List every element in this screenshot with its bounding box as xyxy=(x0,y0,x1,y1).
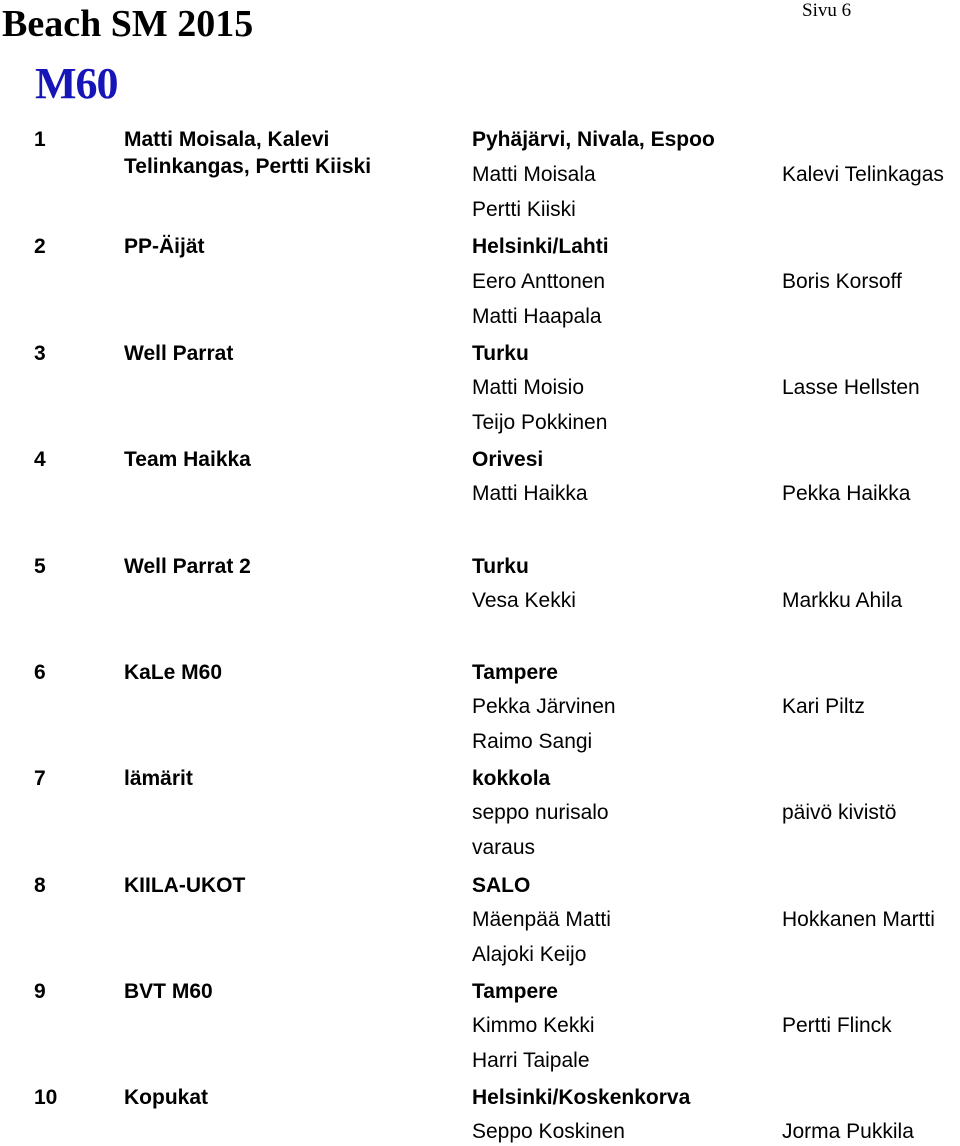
player-name: Pertti Flinck xyxy=(782,1014,892,1037)
player-name: Alajoki Keijo xyxy=(472,943,587,966)
player-name: Pertti Kiiski xyxy=(472,198,576,221)
team-name: Matti Moisala, Kalevi xyxy=(124,128,330,151)
player-name: Jorma Pukkila xyxy=(782,1120,914,1143)
document-title: Beach SM 2015 xyxy=(2,3,254,45)
player-name: päivö kivistö xyxy=(782,801,897,824)
team-city: Pyhäjärvi, Nivala, Espoo xyxy=(472,128,715,151)
team-rank: 4 xyxy=(34,448,46,471)
team-city: Helsinki/Lahti xyxy=(472,235,609,258)
player-name: Matti Moisio xyxy=(472,376,585,399)
player-name: Hokkanen Martti xyxy=(782,908,935,931)
team-name-continued: Telinkangas, Pertti Kiiski xyxy=(124,155,372,178)
page-number: Sivu 6 xyxy=(802,0,852,21)
player-name: Boris Korsoff xyxy=(782,270,902,293)
player-name: Kimmo Kekki xyxy=(472,1014,595,1037)
team-name: lämärit xyxy=(124,767,193,790)
team-city: Orivesi xyxy=(472,448,544,471)
player-name: Teijo Pokkinen xyxy=(472,411,608,434)
team-city: Tampere xyxy=(472,980,558,1003)
team-city: SALO xyxy=(472,874,531,897)
team-rank: 1 xyxy=(34,128,46,151)
player-name: Vesa Kekki xyxy=(472,589,576,612)
player-name: Raimo Sangi xyxy=(472,730,593,753)
team-rank: 7 xyxy=(34,767,46,790)
team-rank: 8 xyxy=(34,874,46,897)
team-name: PP-Äijät xyxy=(124,235,205,258)
team-rank: 5 xyxy=(34,555,46,578)
team-rank: 3 xyxy=(34,342,46,365)
player-name: Mäenpää Matti xyxy=(472,908,611,931)
player-name: Lasse Hellsten xyxy=(782,376,920,399)
player-name: Kari Piltz xyxy=(782,695,865,718)
player-name: varaus xyxy=(472,836,536,859)
player-name: seppo nurisalo xyxy=(472,801,609,824)
team-name: KIILA-UKOT xyxy=(124,874,246,897)
team-name: Well Parrat xyxy=(124,342,234,365)
team-city: Tampere xyxy=(472,661,558,684)
team-name: KaLe M60 xyxy=(124,661,223,684)
team-rank: 2 xyxy=(34,235,46,258)
player-name: Pekka Järvinen xyxy=(472,695,616,718)
team-rank: 6 xyxy=(34,661,46,684)
team-rank: 10 xyxy=(34,1086,58,1109)
player-name: Matti Moisala xyxy=(472,163,596,186)
team-city: Turku xyxy=(472,342,529,365)
player-name: Eero Anttonen xyxy=(472,270,606,293)
team-name: Kopukat xyxy=(124,1086,208,1109)
team-city: kokkola xyxy=(472,767,551,790)
team-name: BVT M60 xyxy=(124,980,213,1003)
player-name: Seppo Koskinen xyxy=(472,1120,625,1143)
team-city: Helsinki/Koskenkorva xyxy=(472,1086,691,1109)
player-name: Kalevi Telinkagas xyxy=(782,163,944,186)
team-city: Turku xyxy=(472,555,529,578)
category-title: M60 xyxy=(35,59,118,108)
player-name: Matti Haikka xyxy=(472,482,588,505)
team-name: Team Haikka xyxy=(124,448,251,471)
player-name: Harri Taipale xyxy=(472,1049,590,1072)
team-name: Well Parrat 2 xyxy=(124,555,251,578)
team-rank: 9 xyxy=(34,980,46,1003)
player-name: Markku Ahila xyxy=(782,589,903,612)
player-name: Matti Haapala xyxy=(472,305,602,328)
player-name: Pekka Haikka xyxy=(782,482,911,505)
